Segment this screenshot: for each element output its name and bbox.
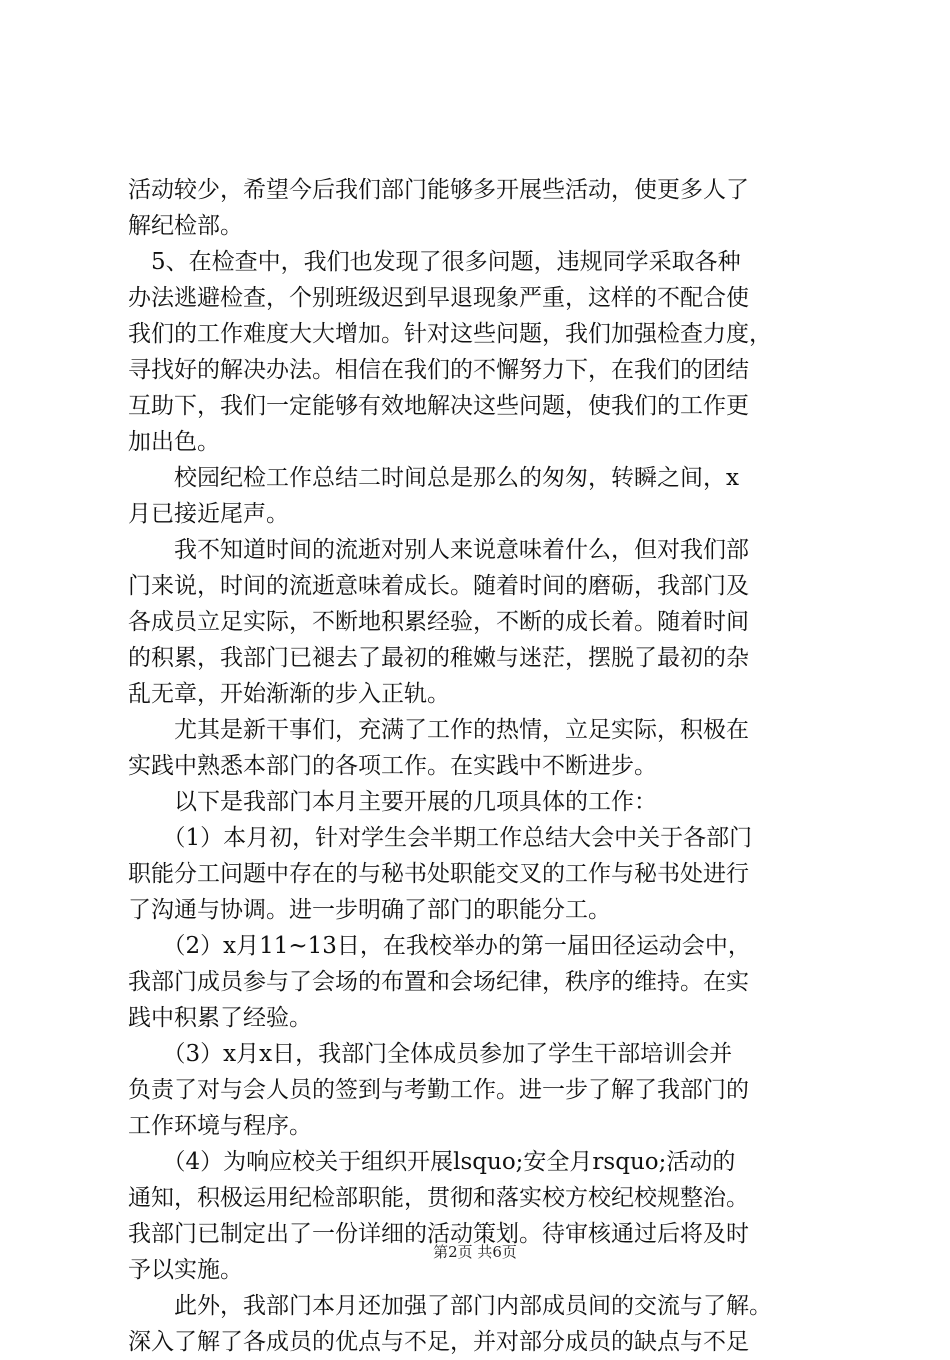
document-body xyxy=(128,172,836,1360)
text-line: （3）x月x日，我部门全体成员参加了学生干部培训会并 xyxy=(128,1041,733,1067)
text-line: 通知，积极运用纪检部职能，贯彻和落实校方校纪校规整治。 xyxy=(128,1185,749,1211)
page-number-footer: 第2页 共6页 xyxy=(433,1243,517,1261)
text-line: （1）本月初，针对学生会半期工作总结大会中关于各部门 xyxy=(128,825,753,851)
text-line: 予以实施。 xyxy=(128,1257,243,1283)
text-line: 5、在检查中，我们也发现了很多问题，违规同学采取各种 xyxy=(128,249,741,275)
text-line: 各成员立足实际，不断地积累经验，不断的成长着。随着时间 xyxy=(128,609,749,635)
text-line: 我部门成员参与了会场的布置和会场纪律，秩序的维持。在实 xyxy=(128,969,749,995)
text-line: 实践中熟悉本部门的各项工作。在实践中不断进步。 xyxy=(128,753,657,779)
text-line: 互助下，我们一定能够有效地解决这些问题，使我们的工作更 xyxy=(128,393,749,419)
text-line: 我部门已制定出了一份详细的活动策划。待审核通过后将及时 xyxy=(128,1221,749,1247)
text-line: 尤其是新干事们，充满了工作的热情，立足实际，积极在 xyxy=(128,717,749,743)
text-line: 加出色。 xyxy=(128,429,220,455)
text-line: 门来说，时间的流逝意味着成长。随着时间的磨砺，我部门及 xyxy=(128,573,749,599)
text-line: （4）为响应校关于组织开展lsquo;安全月rsquo;活动的 xyxy=(128,1149,736,1175)
text-line: 我们的工作难度大大增加。针对这些问题，我们加强检查力度， xyxy=(128,321,772,347)
text-line: 深入了解了各成员的优点与不足，并对部分成员的缺点与不足 xyxy=(128,1329,749,1355)
text-line: 我不知道时间的流逝对别人来说意味着什么，但对我们部 xyxy=(128,537,749,563)
text-line: 寻找好的解决办法。相信在我们的不懈努力下，在我们的团结 xyxy=(128,357,749,383)
text-line: 工作环境与程序。 xyxy=(128,1113,312,1139)
text-line: 活动较少，希望今后我们部门能够多开展些活动，使更多人了 xyxy=(128,177,749,203)
text-line: 职能分工问题中存在的与秘书处职能交叉的工作与秘书处进行 xyxy=(128,861,749,887)
text-line: 乱无章，开始渐渐的步入正轨。 xyxy=(128,681,450,707)
text-line: 解纪检部。 xyxy=(128,213,243,239)
text-line: 践中积累了经验。 xyxy=(128,1005,312,1031)
text-line: 以下是我部门本月主要开展的几项具体的工作： xyxy=(128,789,657,815)
text-line: 的积累，我部门已褪去了最初的稚嫩与迷茫，摆脱了最初的杂 xyxy=(128,645,749,671)
text-line: 此外，我部门本月还加强了部门内部成员间的交流与了解。 xyxy=(128,1293,772,1319)
text-line: 了沟通与协调。进一步明确了部门的职能分工。 xyxy=(128,897,611,923)
text-line: 办法逃避检查，个别班级迟到早退现象严重，这样的不配合使 xyxy=(128,285,749,311)
text-line: 负责了对与会人员的签到与考勤工作。进一步了解了我部门的 xyxy=(128,1077,749,1103)
text-line: 月已接近尾声。 xyxy=(128,501,289,527)
text-line: （2）x月11~13日，在我校举办的第一届田径运动会中， xyxy=(128,933,751,959)
text-line: 校园纪检工作总结二时间总是那么的匆匆，转瞬之间，x xyxy=(128,465,739,491)
